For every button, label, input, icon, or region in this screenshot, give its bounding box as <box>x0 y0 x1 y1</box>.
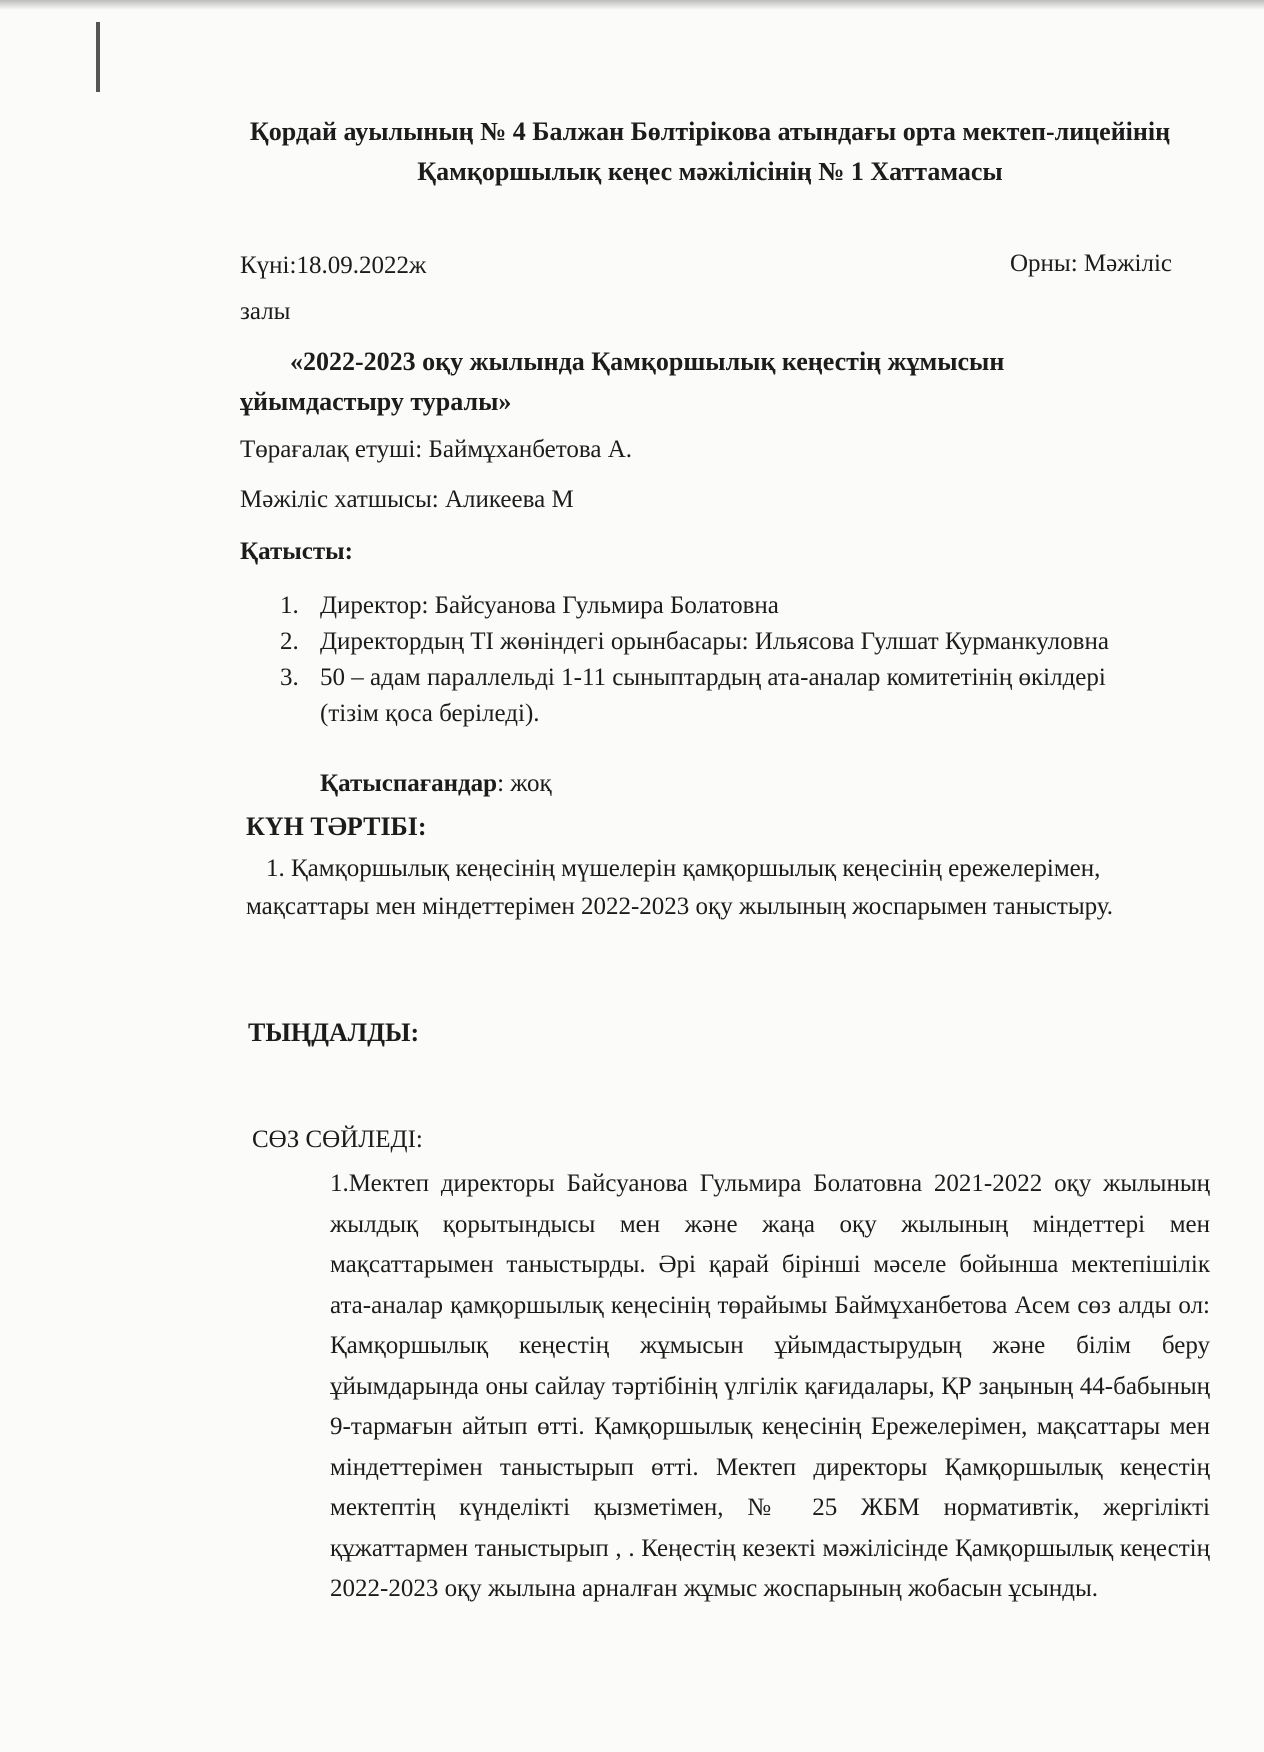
list-item-number: 3. <box>280 664 299 691</box>
list-item <box>280 660 1160 732</box>
scan-edge <box>0 0 1264 10</box>
list-item-number: 1. <box>280 592 299 619</box>
agenda-heading: КҮН ТӘРТІБІ: <box>246 812 427 841</box>
absent-label: Қатыспағандар <box>320 770 498 797</box>
list-item-text: 50 – адам параллельді 1-11 сыныптардың ата-аналар комитетінің өкілдері (тізім қоса беріледі). <box>320 664 1106 727</box>
list-item-text: Директордың ТІ жөніндегі орынбасары: Ильясова Гулшат Курманкуловна <box>320 628 1109 655</box>
spoke-heading: СӨЗ СӨЙЛЕДІ: <box>252 1126 423 1153</box>
margin-mark <box>96 22 100 92</box>
meeting-place: Орны: Мәжіліс <box>1010 250 1172 277</box>
list-item-number: 2. <box>280 628 299 655</box>
present-list <box>280 588 1160 732</box>
present-label: Қатысты: <box>240 538 354 565</box>
list-item <box>280 588 1160 624</box>
meeting-place-cont: залы <box>240 298 291 325</box>
agenda-item: 1. Қамқоршылық кеңесінің мүшелерін қамқоршылық кеңесінің ережелерімен, мақсаттары мен міндеттерімен 2022-2023 оқу жылының жоспарымен таныстыру. <box>246 855 1114 920</box>
absent-line <box>320 770 552 798</box>
chairperson: Төрағалақ етуші: Баймұханбетова А. <box>240 436 632 463</box>
meeting-subject: «2022-2023 оқу жылында Қамқоршылық кеңестің жұмысын ұйымдастыру туралы» <box>240 347 1005 416</box>
secretary: Мәжіліс хатшысы: Аликеева М <box>240 486 574 513</box>
heard-heading: ТЫҢДАЛДЫ: <box>248 1018 420 1047</box>
meeting-date: Күні:18.09.2022ж <box>240 252 427 279</box>
document-title: Қордай ауылының № 4 Балжан Бөлтірікова атындағы орта мектеп-лицейінің Қамқоршылық кеңес мәжілісінің № 1 Хаттамасы <box>249 117 1171 186</box>
list-item <box>280 624 1160 660</box>
absent-value: : жоқ <box>497 770 552 797</box>
list-item-text: Директор: Байсуанова Гульмира Болатовна <box>320 592 779 619</box>
speech-paragraph: 1.Мектеп директоры Байсуанова Гульмира Болатовна 2021-2022 оқу жылының жылдық қорытындысы мен және жаңа оқу жылының міндеттері мен мақсаттарымен таныстырды. Әрі қарай бірінші мәселе бойынша мектепішілік ата-аналар қамқоршылық кеңесінің төрайымы Баймұханбетова Асем сөз алды ол: Қамқоршылық кеңестің жұмысын ұйымдастырудың және білім беру ұйымдарында оны сайлау тәртібінің үлгілік қағидалары, ҚР заңының 44-бабының 9-тармағын айтып өтті. Қамқоршылық кеңесінің Ережелерімен, мақсаттары мен міндеттерімен таныстырып өтті. Мектеп директоры Қамқоршылық кеңестің мектептің күнделікті қызметімен, № 25 ЖБМ нормативтік, жергілікті құжаттармен таныстырып , . Кеңестің кезекті мәжілісінде Қамқоршылық кеңестің 2022-2023 оқу жылына арналған жұмыс жоспарының жобасын ұсынды. <box>330 1170 1210 1602</box>
